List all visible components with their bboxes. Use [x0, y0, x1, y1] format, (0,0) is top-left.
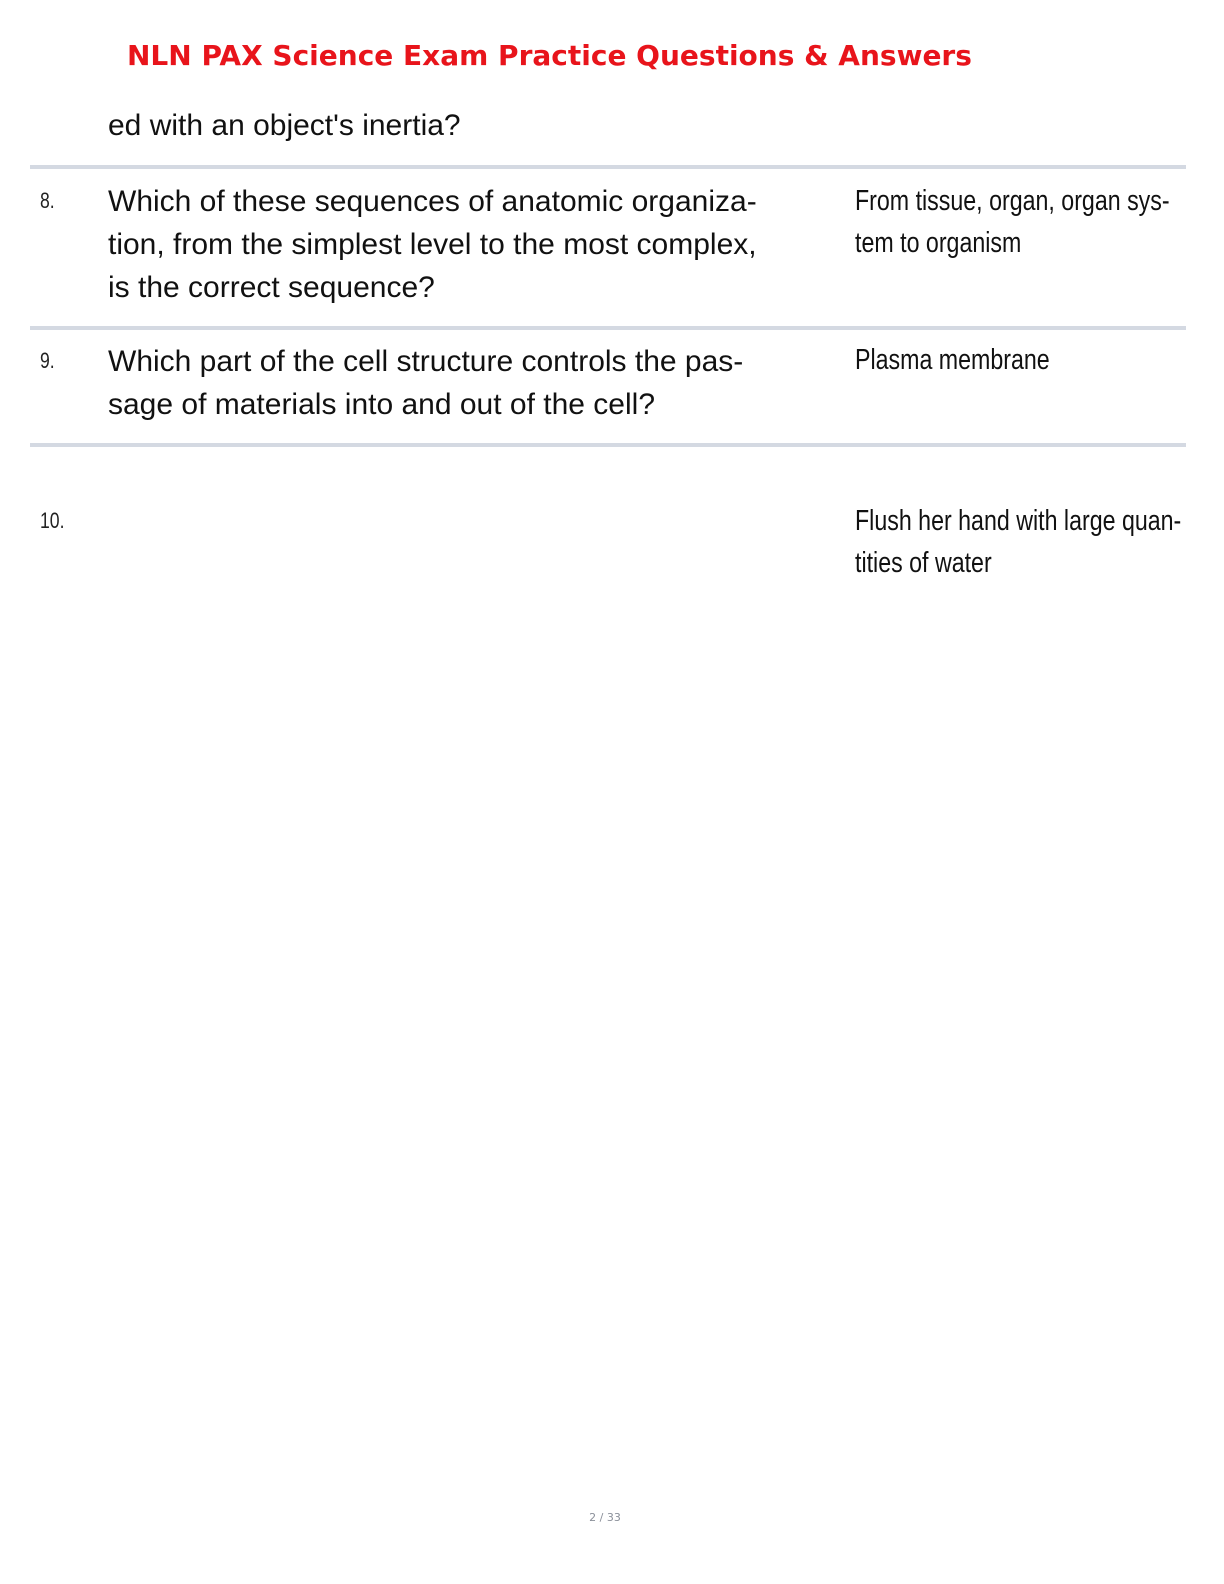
- question-number-10: 10.: [40, 508, 65, 533]
- answer-text-9: [855, 339, 1050, 381]
- answer-line: Flush her hand with large quan-: [855, 505, 1182, 537]
- question-number-9: 9.: [40, 348, 55, 373]
- question-text-8: [108, 180, 848, 309]
- question-line: tion, from the simplest level to the most complex,: [108, 228, 757, 261]
- row-divider: [30, 326, 1186, 330]
- row-divider: [30, 165, 1186, 169]
- question-number-8: 8.: [40, 188, 55, 213]
- question-line: Which of these sequences of anatomic organiza-: [108, 185, 757, 218]
- page-indicator: 2 / 33: [589, 1511, 621, 1524]
- question-line: is the correct sequence?: [108, 271, 435, 304]
- answer-line: Plasma membrane: [855, 344, 1050, 376]
- answer-line: From tissue, organ, organ sys-: [855, 185, 1170, 217]
- answer-text-10: [855, 500, 1181, 584]
- question-line: Which part of the cell structure controls the pas-: [108, 345, 744, 378]
- question-line: sage of materials into and out of the cell?: [108, 388, 656, 421]
- document-title: NLN PAX Science Exam Practice Questions & Answers: [127, 39, 972, 72]
- row-divider: [30, 443, 1186, 447]
- question-continuation-text: ed with an object's inertia?: [108, 109, 461, 142]
- question-text-9: [108, 340, 848, 426]
- answer-line: tem to organism: [855, 227, 1022, 259]
- answer-line: tities of water: [855, 547, 992, 579]
- answer-text-8: [855, 180, 1170, 264]
